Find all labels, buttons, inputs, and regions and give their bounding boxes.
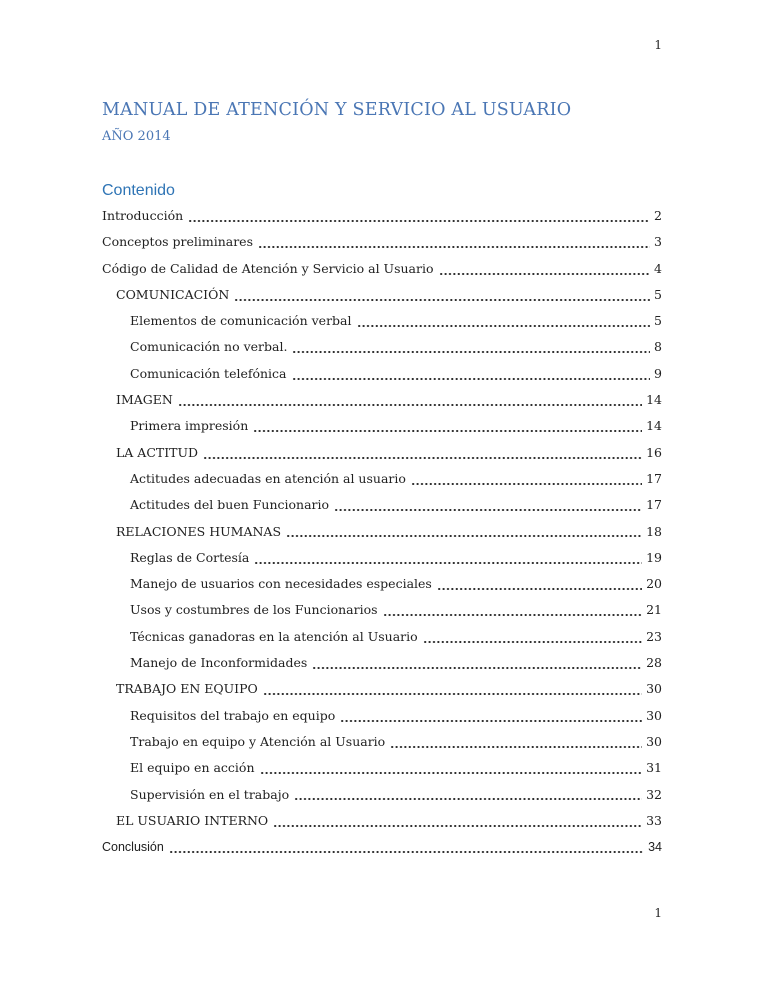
toc-dot-leader [253,413,642,439]
toc-entry-page-number: 16 [646,444,662,460]
toc-entry-label: Comunicación telefónica [130,365,287,381]
table-of-contents [102,203,662,860]
toc-entry [102,519,662,545]
toc-entry [102,782,662,808]
toc-entry-label: Actitudes del buen Funcionario [130,497,330,513]
toc-dot-leader [188,203,650,229]
toc-entry-page-number: 2 [654,208,662,223]
toc-entry [102,545,662,571]
toc-entry-page-number: 30 [646,707,662,723]
toc-entry-page-number: 21 [646,602,662,618]
toc-entry [102,729,662,755]
toc-entry-page-number: 20 [646,576,662,592]
toc-entry-label: LA ACTITUD [116,444,199,460]
toc-dot-leader [439,256,651,282]
toc-entry [102,256,662,282]
toc-entry-label: Requisitos del trabajo en equipo [130,707,336,723]
toc-entry [102,361,662,387]
toc-entry-page-number: 9 [654,365,662,381]
toc-entry-page-number: 14 [646,418,662,434]
toc-entry-page-number: 32 [646,786,662,802]
toc-dot-leader [260,755,643,781]
toc-entry-label: Técnicas ganadoras en la atención al Usuario [130,628,418,644]
toc-entry-label: Trabajo en equipo y Atención al Usuario [130,733,386,749]
toc-entry [102,282,662,308]
toc-entry-label: Actitudes adecuadas en atención al usuario [130,470,406,486]
toc-entry-page-number: 5 [654,286,662,302]
toc-entry-page-number: 8 [654,339,662,355]
toc-entry [102,492,662,518]
toc-entry-page-number: 18 [646,523,662,539]
toc-dot-leader [340,703,642,729]
toc-entry-label: Reglas de Cortesía [130,549,250,565]
toc-dot-leader [273,808,642,834]
toc-dot-leader [423,624,642,650]
toc-dot-leader [234,282,650,308]
toc-dot-leader [357,308,651,334]
toc-entry [102,597,662,623]
toc-entry-label: Manejo de Inconformidades [130,655,308,671]
toc-entry [102,387,662,413]
header-page-number: 1 [654,38,662,52]
toc-entry-label: COMUNICACIÓN [116,286,230,302]
toc-entry [102,834,662,860]
toc-dot-leader [292,361,651,387]
toc-entry [102,334,662,360]
toc-entry-label: Conclusión [102,840,164,855]
toc-entry [102,308,662,334]
toc-entry [102,650,662,676]
toc-entry-page-number: 31 [646,760,662,776]
toc-entry-label: Conceptos preliminares [102,234,253,250]
toc-entry-label: Supervisión en el trabajo [130,786,290,802]
toc-entry [102,413,662,439]
toc-entry-page-number: 23 [646,628,662,644]
toc-entry-label: El equipo en acción [130,760,255,776]
toc-entry-page-number: 19 [646,549,662,565]
toc-entry-label: IMAGEN [116,392,173,408]
toc-dot-leader [203,440,642,466]
toc-dot-leader [263,676,642,702]
toc-entry-page-number: 30 [646,681,662,697]
toc-dot-leader [292,334,650,360]
toc-entry-label: Primera impresión [130,418,249,434]
toc-entry-page-number: 17 [646,497,662,513]
toc-entry-page-number: 30 [646,733,662,749]
footer-page-number: 1 [654,906,662,920]
document-subtitle: AÑO 2014 [102,129,171,144]
toc-entry-page-number: 28 [646,655,662,671]
toc-entry-label: Elementos de comunicación verbal [130,313,352,329]
toc-entry [102,703,662,729]
document-title: MANUAL DE ATENCIÓN Y SERVICIO AL USUARIO [102,100,572,120]
toc-dot-leader [437,571,642,597]
toc-dot-leader [178,387,642,413]
toc-entry-page-number: 33 [646,812,662,828]
toc-entry-page-number: 3 [654,234,662,250]
toc-dot-leader [334,492,642,518]
toc-dot-leader [383,597,643,623]
toc-entry [102,229,662,255]
toc-entry [102,440,662,466]
toc-entry-label: RELACIONES HUMANAS [116,523,282,539]
toc-entry [102,624,662,650]
toc-entry [102,755,662,781]
toc-entry-label: TRABAJO EN EQUIPO [116,681,258,697]
toc-entry [102,203,662,229]
toc-entry [102,571,662,597]
toc-entry-page-number: 4 [654,260,662,276]
toc-entry-label: Manejo de usuarios con necesidades especiales [130,576,432,592]
toc-entry-label: Comunicación no verbal. [130,339,288,355]
toc-dot-leader [294,782,642,808]
toc-entry-page-number: 34 [648,840,662,855]
toc-entry-page-number: 14 [646,392,662,408]
toc-entry-label: EL USUARIO INTERNO [116,812,269,828]
toc-entry-page-number: 17 [646,470,662,486]
toc-entry-label: Introducción [102,208,184,223]
toc-dot-leader [169,834,644,860]
toc-entry-page-number: 5 [654,313,662,329]
toc-entry-label: Código de Calidad de Atención y Servicio al Usuario [102,260,434,276]
toc-heading: Contenido [102,182,175,199]
toc-entry [102,466,662,492]
toc-dot-leader [258,229,650,255]
toc-dot-leader [411,466,642,492]
toc-entry [102,808,662,834]
toc-entry [102,676,662,702]
toc-dot-leader [254,545,642,571]
toc-dot-leader [390,729,642,755]
toc-entry-label: Usos y costumbres de los Funcionarios [130,602,378,618]
toc-dot-leader [286,519,642,545]
toc-dot-leader [312,650,642,676]
